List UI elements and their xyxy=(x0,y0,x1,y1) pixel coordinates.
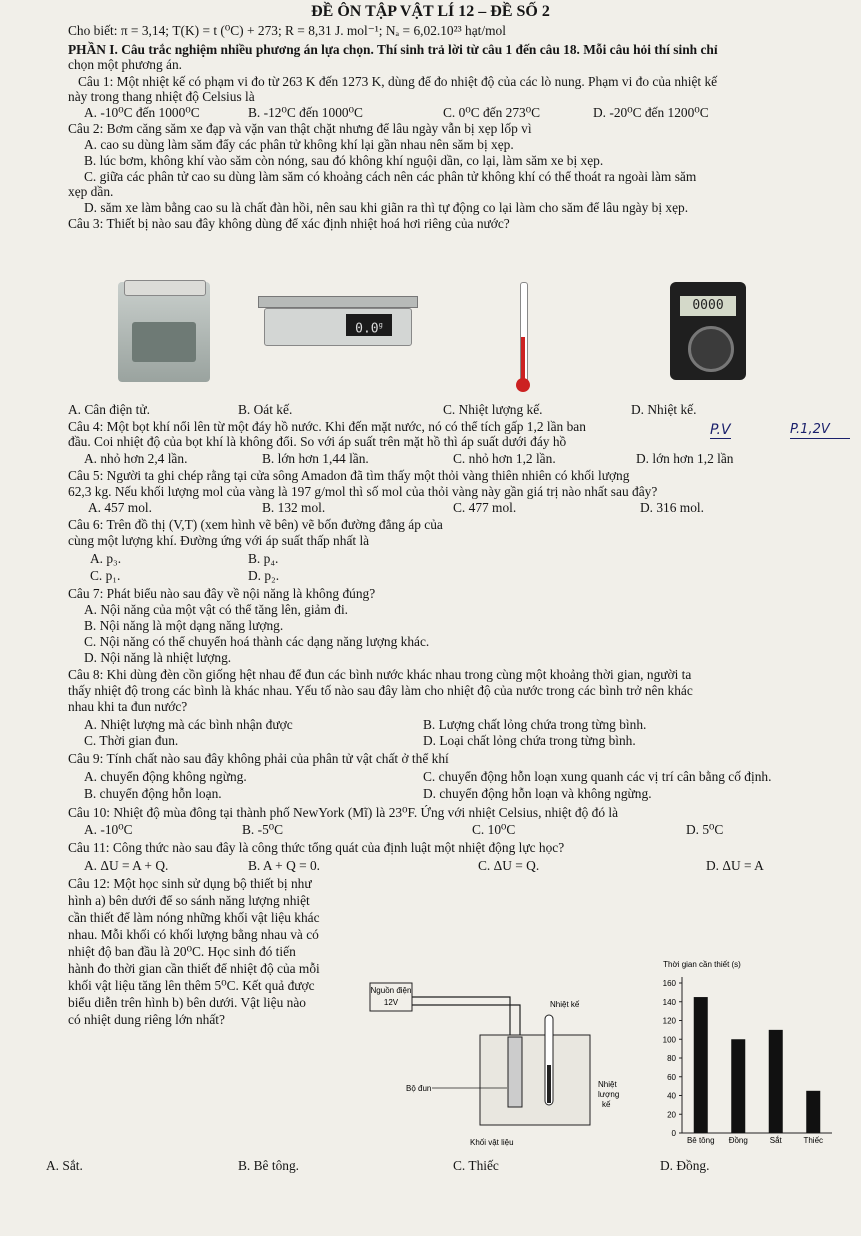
q3-option-a[interactable]: A. Cân điện tử. xyxy=(68,402,151,417)
q1-text: Câu 1: Một nhiệt kế có phạm vi đo từ 263 K đến 1273 K, dùng để đo nhiệt độ của các lò nung. Phạm vi đo của nhiệt kế xyxy=(78,74,718,89)
block-label: Khối vật liệu xyxy=(470,1138,514,1147)
scale-unit: g xyxy=(378,321,383,329)
q4-text: Câu 4: Một bọt khí nổi lên từ một đáy hồ nước. Khi đến mặt nước, nó có thể tích gấp 1,2 lần ban xyxy=(68,419,586,434)
q1-option-c[interactable]: C. 0⁰C đến 273⁰C xyxy=(443,105,541,120)
q10-option-a[interactable]: A. -10⁰C xyxy=(84,822,133,837)
q12-text-l7: khối vật liệu tăng lên thêm 5⁰C. Kết quả được xyxy=(68,978,315,993)
bar-1 xyxy=(731,1039,745,1133)
q6-text-cont: cùng một lượng khí. Đường ứng với áp suất thấp nhất là xyxy=(68,533,370,548)
watt-meter-image xyxy=(258,296,416,348)
q12-option-a[interactable]: A. Sắt. xyxy=(46,1158,83,1173)
q12-option-d[interactable]: D. Đồng. xyxy=(660,1158,710,1173)
calorimeter-label-3: kế xyxy=(602,1100,611,1109)
q9-option-d[interactable]: D. chuyển động hỗn loạn và không ngừng. xyxy=(423,786,652,801)
heat-meter-image xyxy=(670,282,746,380)
q2-option-a[interactable]: A. cao su dùng làm săm đẩy các phân tử không khí lại gần nhau nên săm bị xẹp. xyxy=(84,137,514,152)
q6-text: Câu 6: Trên đồ thị (V,T) (xem hình vẽ bên) vẽ bốn đường đẳng áp của xyxy=(68,517,443,532)
y-tick-label: 160 xyxy=(662,979,676,988)
q6-option-d[interactable]: D. p₂. xyxy=(248,568,280,583)
y-tick-label: 60 xyxy=(667,1072,676,1082)
q12-option-b[interactable]: B. Bê tông. xyxy=(238,1158,300,1173)
q11-text: Câu 11: Công thức nào sau đây là công thức tổng quát của định luật một nhiệt động lực học? xyxy=(68,840,565,855)
y-tick-label: 140 xyxy=(662,997,676,1007)
electronic-scale-image xyxy=(118,282,210,382)
q12-text-l4: nhau. Mỗi khối có khối lượng bằng nhau và có xyxy=(68,927,319,942)
y-tick-label: 20 xyxy=(667,1110,676,1120)
q10-option-b[interactable]: B. -5⁰C xyxy=(242,822,284,837)
q8-option-d[interactable]: D. Loại chất lỏng chứa trong từng bình. xyxy=(423,733,636,748)
q11-option-d[interactable]: D. ΔU = A xyxy=(706,858,764,873)
q12-text-l5: nhiệt độ ban đầu là 20⁰C. Học sinh đó tiến xyxy=(68,944,296,959)
q5-text: Câu 5: Người ta ghi chép rằng tại cửa sông Amadon đã tìm thấy một thỏi vàng thiên nhiên có khối lượng xyxy=(68,468,630,483)
apparatus-diagram xyxy=(360,975,630,1155)
q3-text: Câu 3: Thiết bị nào sau đây không dùng để xác định nhiệt hoá hơi riêng của nước? xyxy=(68,216,510,231)
y-tick-label: 0 xyxy=(671,1129,676,1138)
chart-title: Thời gian cần thiết (s) xyxy=(663,960,741,969)
q5-option-c[interactable]: C. 477 mol. xyxy=(453,500,517,515)
q8-text-cont: thấy nhiệt độ trong các bình là khác nhau. Yếu tố nào sau đây làm cho nhiệt độ của nước trong các bình trở nên khác xyxy=(68,683,693,698)
q7-option-a[interactable]: A. Nội năng của một vật có thể tăng lên, giảm đi. xyxy=(84,602,349,617)
q2-option-d[interactable]: D. săm xe làm bằng cao su là chất đàn hồi, nên sau khi giãn ra thì tự động co lại làm cho săm để lâu ngày bị xẹp. xyxy=(84,200,689,215)
part1-instruction-cont: chọn một phương án. xyxy=(68,57,183,72)
thermometer-image xyxy=(516,282,530,394)
calorimeter-label-2: lượng xyxy=(598,1090,620,1099)
q11-option-a[interactable]: A. ΔU = A + Q. xyxy=(84,858,169,873)
page-title: ĐỀ ÔN TẬP VẬT LÍ 12 – ĐỀ SỐ 2 xyxy=(311,3,550,20)
x-tick-label: Thiếc xyxy=(803,1136,824,1145)
heater-label: Bộ đun xyxy=(406,1084,432,1093)
q4-option-a[interactable]: A. nhỏ hơn 2,4 lần. xyxy=(84,451,188,466)
q8-option-b[interactable]: B. Lượng chất lỏng chứa trong từng bình. xyxy=(423,717,647,732)
q4-option-c[interactable]: C. nhỏ hơn 1,2 lần. xyxy=(453,451,556,466)
x-tick-label: Bê tông xyxy=(686,1136,715,1145)
q10-option-c[interactable]: C. 10⁰C xyxy=(472,822,516,837)
q3-option-b[interactable]: B. Oát kế. xyxy=(238,402,293,417)
q10-option-d[interactable]: D. 5⁰C xyxy=(686,822,724,837)
q7-option-c[interactable]: C. Nội năng có thể chuyển hoá thành các dạng năng lượng khác. xyxy=(84,634,430,649)
heater xyxy=(508,1037,522,1107)
q2-option-b[interactable]: B. lúc bơm, không khí vào săm còn nóng, sau đó không khí nguội dần, co lại, làm săm xe bị xẹp. xyxy=(84,153,604,168)
q3-option-c[interactable]: C. Nhiệt lượng kế. xyxy=(443,402,543,417)
q1-option-a[interactable]: A. -10⁰C đến 1000⁰C xyxy=(84,105,200,120)
q1-text-cont: này trong thang nhiệt độ Celsius là xyxy=(68,89,255,104)
q7-option-b[interactable]: B. Nội năng là một dạng năng lượng. xyxy=(84,618,284,633)
thermometer-liquid xyxy=(547,1065,551,1103)
y-tick-label: 40 xyxy=(667,1091,676,1101)
q6-option-c[interactable]: C. p₁. xyxy=(90,568,121,583)
handwritten-note-2: P.1,2V xyxy=(790,422,850,439)
q8-text-cont2: nhau khi ta đun nước? xyxy=(68,699,188,714)
q10-text: Câu 10: Nhiệt độ mùa đông tại thành phố NewYork (Mĩ) là 23⁰F. Ứng với nhiệt Celsius, nhiệt độ đó là xyxy=(68,805,619,820)
q12-text-l2: hình a) bên dưới để so sánh năng lượng nhiệt xyxy=(68,893,310,908)
q2-option-c[interactable]: C. giữa các phân tử cao su dùng làm săm có khoảng cách nên các phân tử không khí có thể thoát ra ngoài làm săm xyxy=(84,169,697,184)
handwritten-note-1: P.V xyxy=(710,422,731,438)
q7-text: Câu 7: Phát biểu nào sau đây về nội năng là không đúng? xyxy=(68,586,376,601)
q11-option-b[interactable]: B. A + Q = 0. xyxy=(248,858,321,873)
q5-option-b[interactable]: B. 132 mol. xyxy=(262,500,326,515)
meter-display: 0000 xyxy=(680,296,736,316)
thermometer-label: Nhiệt kế xyxy=(550,1000,580,1009)
q8-text: Câu 8: Khi dùng đèn cồn giống hệt nhau để đun các bình nước khác nhau trong cùng một khoảng thời gian, người ta xyxy=(68,667,692,682)
q4-option-d[interactable]: D. lớn hơn 1,2 lần xyxy=(636,451,734,466)
x-tick-label: Sắt xyxy=(769,1136,782,1145)
q12-text: Câu 12: Một học sinh sử dụng bộ thiết bị như xyxy=(68,876,312,891)
q12-text-l3: cần thiết để làm nóng những khối vật liệu khác xyxy=(68,910,320,925)
y-tick-label: 100 xyxy=(662,1035,676,1045)
power-supply-label: Nguồn điện xyxy=(370,986,412,995)
given-constants: Cho biết: π = 3,14; T(K) = t (⁰C) + 273; R = 8,31 J. mol⁻¹; Nₐ = 6,02.10²³ hạt/mol xyxy=(68,23,506,38)
q7-option-d[interactable]: D. Nội năng là nhiệt lượng. xyxy=(84,650,232,665)
time-bar-chart xyxy=(630,955,845,1155)
q1-option-d[interactable]: D. -20⁰C đến 1200⁰C xyxy=(593,105,709,120)
voltage-label: 12V xyxy=(383,998,399,1007)
q8-option-c[interactable]: C. Thời gian đun. xyxy=(84,733,179,748)
q5-option-d[interactable]: D. 316 mol. xyxy=(640,500,704,515)
q9-option-b[interactable]: B. chuyển động hỗn loạn. xyxy=(84,786,222,801)
q8-option-a[interactable]: A. Nhiệt lượng mà các bình nhận được xyxy=(84,717,293,732)
q6-option-a[interactable]: A. p₃. xyxy=(90,551,122,566)
bar-3 xyxy=(806,1091,820,1133)
part1-instruction: PHẦN I. Câu trắc nghiệm nhiều phương án lựa chọn. Thí sinh trả lời từ câu 1 đến câu 18. Mỗi câu hỏi thí sinh chỉ xyxy=(68,42,718,57)
q3-option-d[interactable]: D. Nhiệt kế. xyxy=(631,402,697,417)
x-tick-label: Đồng xyxy=(728,1136,748,1145)
scale-display: 0.0 xyxy=(355,321,379,337)
y-tick-label: 80 xyxy=(667,1054,676,1063)
q9-text: Câu 9: Tính chất nào sau đây không phải của phân tử vật chất ở thể khí xyxy=(68,751,449,766)
calorimeter-label: Nhiệt xyxy=(598,1080,617,1089)
q1-option-b[interactable]: B. -12⁰C đến 1000⁰C xyxy=(248,105,363,120)
q5-option-a[interactable]: A. 457 mol. xyxy=(88,500,152,515)
q4-option-b[interactable]: B. lớn hơn 1,44 lần. xyxy=(262,451,369,466)
q12-option-c[interactable]: C. Thiếc xyxy=(453,1158,499,1173)
q2-text: Câu 2: Bơm căng săm xe đạp và vặn van thật chặt nhưng để lâu ngày vẫn bị xẹp lốp vì xyxy=(68,121,532,136)
bar-0 xyxy=(694,997,708,1133)
q12-text-l9: có nhiệt dung riêng lớn nhất? xyxy=(68,1012,225,1027)
bar-2 xyxy=(769,1030,783,1133)
material-block xyxy=(480,1035,590,1125)
q2-option-c-cont: xẹp dần. xyxy=(68,184,114,199)
q11-option-c[interactable]: C. ΔU = Q. xyxy=(478,858,540,873)
q6-option-b[interactable]: B. p₄. xyxy=(248,551,279,566)
q12-text-l8: biểu diễn trên hình b) bên dưới. Vật liệu nào xyxy=(68,995,306,1010)
q12-text-l6: hành đo thời gian cần thiết để nhiệt độ của mỗi xyxy=(68,961,320,976)
q9-option-a[interactable]: A. chuyển động không ngừng. xyxy=(84,769,247,784)
y-tick-label: 120 xyxy=(662,1016,676,1026)
q9-option-c[interactable]: C. chuyển động hỗn loạn xung quanh các vị trí cân bằng cố định. xyxy=(423,769,772,784)
q4-text-cont: đầu. Coi nhiệt độ của bọt khí là không đổi. So với áp suất trên mặt hồ thì áp suất dưới đáy hồ xyxy=(68,434,567,449)
q5-text-cont: 62,3 kg. Nếu khối lượng mol của vàng là 197 g/mol thì số mol của thỏi vàng này gần giá trị nào nhất sau đây? xyxy=(68,484,658,499)
